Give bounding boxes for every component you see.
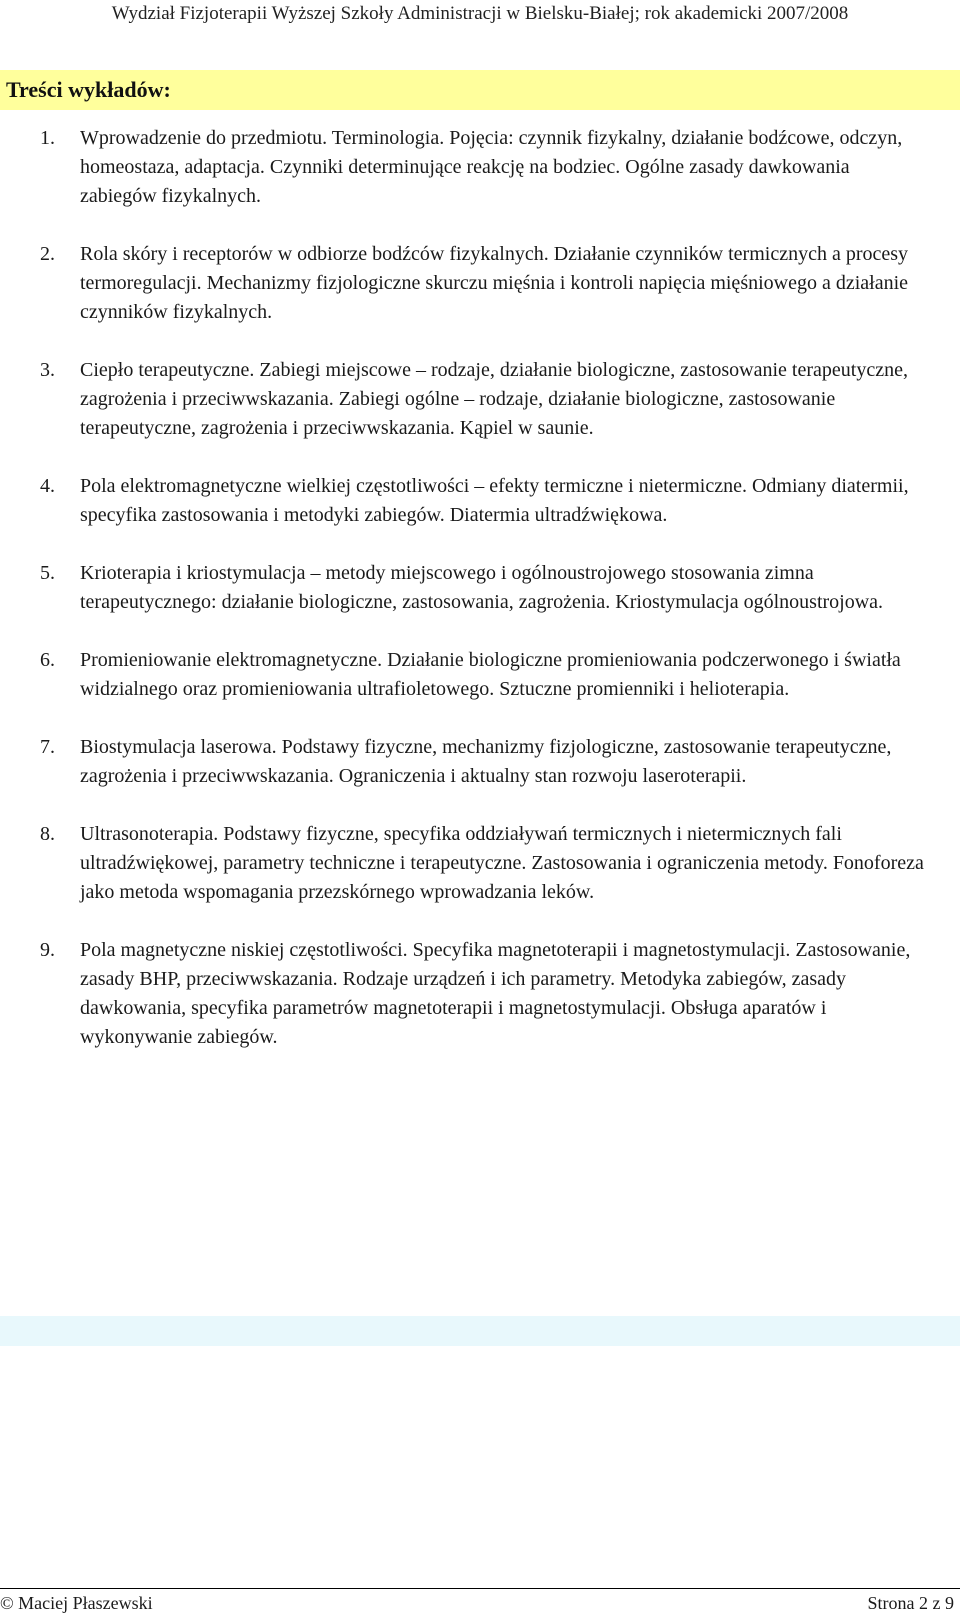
lecture-number: 9.	[40, 939, 55, 961]
lecture-item-7	[0, 733, 960, 791]
lecture-item-1	[0, 124, 960, 211]
lecture-text: Rola skóry i receptorów w odbiorze bodźców fizykalnych. Działanie czynników termicznych a procesy termoregulacji. Mechanizmy fizjologiczne skurczu mięśnia i kontroli napięcia mięśniowego a działanie czynników fizykalnych.	[80, 243, 909, 323]
lecture-item-2	[0, 240, 960, 327]
footer-author: © Maciej Płaszewski	[0, 1593, 153, 1613]
blue-band-divider	[0, 1316, 960, 1346]
lecture-number: 2.	[40, 243, 55, 265]
lecture-text: Pola magnetyczne niskiej częstotliwości. Specyfika magnetoterapii i magnetostymulacji. Zastosowanie, zasady BHP, przeciwwskazania. Rodzaje urządzeń i ich parametry. Metodyka zabiegów, zasady dawkowania, specyfika parametrów magnetoterapii i magnetostymulacji. Obsługa aparatów i wykonywanie zabiegów.	[80, 939, 911, 1048]
lecture-text: Biostymulacja laserowa. Podstawy fizyczne, mechanizmy fizjologiczne, zastosowanie terapeutyczne, zagrożenia i przeciwwskazania. Ograniczenia i aktualny stan rozwoju laseroterapii.	[80, 736, 892, 787]
lecture-item-8	[0, 820, 960, 907]
lecture-item-3	[0, 356, 960, 443]
section-title-band	[0, 70, 960, 110]
lecture-text: Krioterapia i kriostymulacja – metody miejscowego i ogólnoustrojowego stosowania zimna terapeutycznego: działanie biologiczne, zastosowania, zagrożenia. Kriostymulacja ogólnoustrojowa.	[80, 562, 884, 613]
lecture-text: Promieniowanie elektromagnetyczne. Działanie biologiczne promieniowania podczerwonego i światła widzialnego oraz promieniowania ultrafioletowego. Sztuczne promienniki i helioterapia.	[80, 649, 901, 700]
lecture-item-6	[0, 646, 960, 704]
footer-rule	[0, 1588, 960, 1589]
section-title: Treści wykładów:	[6, 77, 171, 102]
lecture-number: 3.	[40, 359, 55, 381]
lecture-number: 5.	[40, 562, 55, 584]
lecture-text: Ciepło terapeutyczne. Zabiegi miejscowe – rodzaje, działanie biologiczne, zastosowanie terapeutyczne, zagrożenia i przeciwwskazania. Zabiegi ogólne – rodzaje, działanie biologiczne, zastosowanie terapeutyczne, zagrożenia i przeciwwskazania. Kąpiel w saunie.	[80, 359, 908, 439]
lecture-text: Wprowadzenie do przedmiotu. Terminologia. Pojęcia: czynnik fizykalny, działanie bodźcowe, odczyn, homeostaza, adaptacja. Czynniki determinujące reakcję na bodziec. Ogólne zasady dawkowania zabiegów fizykalnych.	[80, 127, 903, 207]
footer-page-number: Strona 2 z 9	[867, 1593, 954, 1613]
lecture-item-4	[0, 472, 960, 530]
lecture-text: Ultrasonoterapia. Podstawy fizyczne, specyfika oddziaływań termicznych i nietermicznych fali ultradźwiękowej, parametry techniczne i terapeutyczne. Zastosowania i ograniczenia metody. Fonoforeza jako metoda wspomagania przezskórnego wprowadzania leków.	[80, 823, 924, 903]
lecture-item-9	[0, 936, 960, 1052]
lecture-number: 4.	[40, 475, 55, 497]
lecture-item-5	[0, 559, 960, 617]
lecture-number: 6.	[40, 649, 55, 671]
lecture-text: Pola elektromagnetyczne wielkiej częstotliwości – efekty termiczne i nietermiczne. Odmiany diatermii, specyfika zastosowania i metodyki zabiegów. Diatermia ultradźwiękowa.	[80, 475, 909, 526]
page-header: Wydział Fizjoterapii Wyższej Szkoły Administracji w Bielsku-Białej; rok akademicki 2007/2008	[111, 3, 849, 24]
lecture-number: 1.	[40, 127, 55, 149]
lecture-number: 7.	[40, 736, 55, 758]
lecture-number: 8.	[40, 823, 55, 845]
lecture-list	[0, 124, 960, 1081]
